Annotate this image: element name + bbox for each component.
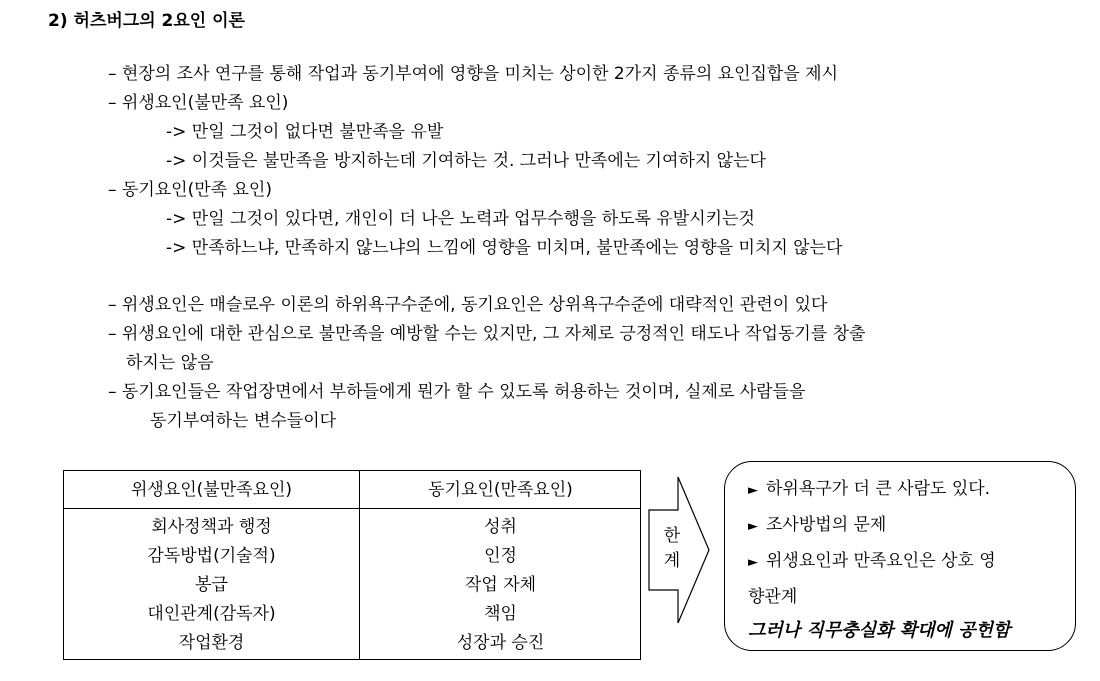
motivator-cell: 작업 자체 (464, 575, 537, 595)
motivator-cell: 인정 (484, 546, 517, 566)
hygiene-heading: – 위생요인(불만족 요인) (108, 93, 289, 113)
hygiene-cell: 대인관계(감독자) (147, 604, 276, 624)
motivator-cell: 책임 (484, 604, 517, 624)
detail-line: – 동기요인들은 작업장면에서 부하들에게 뭔가 할 수 있도록 허용하는 것이며, 실제로 사람들을 (108, 382, 806, 402)
triangle-right-icon: ► (748, 519, 758, 534)
hygiene-column (64, 471, 360, 659)
motivator-header: 동기요인(만족요인) (360, 471, 641, 509)
detail-line: – 위생요인은 매슬로우 이론의 하위욕구수준에, 동기요인은 상위욕구수준에 대략적인 관련이 있다 (108, 295, 828, 315)
detail-line: – 위생요인에 대한 관심으로 불만족을 예방할 수는 있지만, 그 자체로 긍정적인 태도나 작업동기를 창출 (108, 324, 866, 344)
limit-item: ► 조사방법의 문제 (748, 515, 887, 535)
motivator-point: -> 만일 그것이 있다면, 개인이 더 나은 노력과 업무수행을 하도록 유발시키는것 (166, 209, 755, 229)
hygiene-point: -> 만일 그것이 없다면 불만족을 유발 (166, 122, 444, 142)
hygiene-point: -> 이것들은 불만족을 방지하는데 기여하는 것. 그러나 만족에는 기여하지 않는다 (166, 151, 766, 171)
triangle-right-icon: ► (748, 555, 758, 570)
motivator-cell: 성취 (484, 517, 517, 537)
detail-line-continuation: 동기부여하는 변수들이다 (150, 411, 337, 431)
hygiene-cell: 감독방법(기술적) (147, 546, 276, 566)
section-title: 2) 허츠버그의 2요인 이론 (48, 11, 245, 31)
intro-line: – 현장의 조사 연구를 통해 작업과 동기부여에 영향을 미치는 상이한 2가지 종류의 요인집합을 제시 (108, 64, 839, 84)
hygiene-cell: 회사정책과 행정 (151, 517, 272, 537)
motivator-cell: 성장과 승진 (456, 633, 545, 653)
triangle-right-icon: ► (748, 483, 758, 498)
conclusion-text: 그러나 직무충실화 확대에 공헌함 (748, 620, 1011, 641)
factor-table (63, 470, 641, 660)
hygiene-cell: 작업환경 (178, 633, 245, 653)
motivator-point: -> 만족하느냐, 만족하지 않느냐의 느낌에 영향을 미치며, 불만족에는 영향을 미치지 않는다 (166, 238, 843, 258)
arrow-label (660, 524, 684, 574)
hygiene-cell: 봉급 (195, 575, 228, 595)
hygiene-header: 위생요인(불만족요인) (64, 471, 359, 509)
limit-item: ► 위생요인과 만족요인은 상호 영 (748, 551, 996, 571)
detail-line-continuation: 하지는 않음 (126, 353, 214, 373)
arrow-label-char: 계 (663, 551, 681, 571)
limit-item: ► 하위욕구가 더 큰 사람도 있다. (748, 479, 991, 499)
arrow-label-char: 한 (663, 526, 681, 546)
motivator-heading: – 동기요인(만족 요인) (108, 180, 272, 200)
limit-item-continuation: 향관계 (748, 587, 798, 607)
motivator-column (360, 471, 641, 659)
